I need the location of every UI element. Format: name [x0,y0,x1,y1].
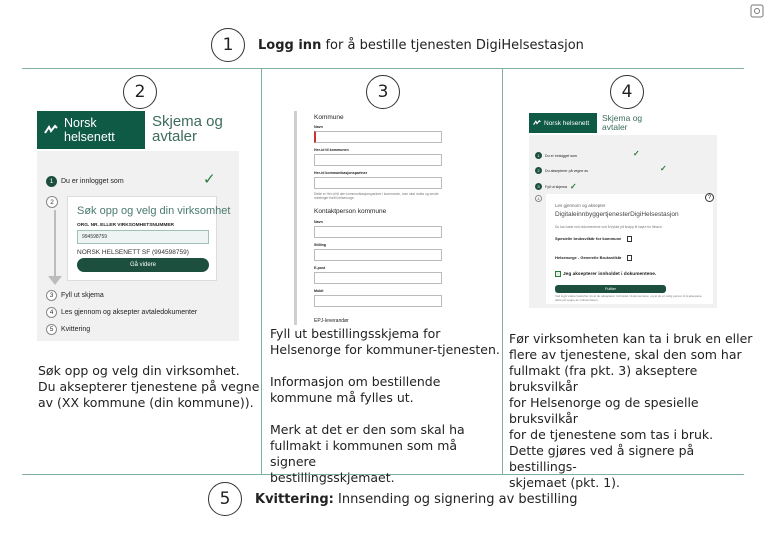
go-next-button[interactable]: Gå videre [77,258,209,272]
step-3-circle: 3 [366,75,400,109]
screenshot-icon[interactable] [750,4,764,18]
desc-line: Søk opp og velg din virksomhet. [38,363,240,378]
check-icon: ✓ [633,149,640,158]
field-label-stilling: Stilling [314,243,326,247]
search-title: Søk opp og velg din virksomhet [77,205,231,217]
step-label: Du er innlogget som [61,178,124,185]
arrow-down-icon [48,276,62,285]
brand-header [37,111,145,149]
accept-label: Jeg aksepterer innholdet i dokumentene. [563,271,657,277]
norsk-helsenett-logo-icon [533,120,541,126]
step-dot: 2 [535,167,542,174]
top-divider [22,68,744,69]
org-number-label: ORG. NR. ELLER VIRKSOMHETSNUMMER [77,223,175,228]
step-dot: 3 [535,183,542,190]
step-5-text [255,492,577,507]
desc-line [270,358,500,374]
field-label-herid: Her-id til kommunen [314,148,349,152]
progress-line [54,210,56,278]
step-label: Les gjennom og aksepter avtaledokumenter [61,309,198,316]
field-mobil[interactable] [314,295,442,307]
wizard-step-1 [46,176,124,187]
step-dot: 4 [535,195,542,202]
field-label-epost: E-post [314,266,326,270]
field-help: Dette er Her-id til den kommunikasjonspartner i kommunen, som skal motta og sende meldinger fra/til helsenorge. [314,192,439,200]
desc-line: Helsenorge for kommuner-tjenesten. [270,342,500,357]
step-1-rest: for å bestille tjenesten DigiHelsestasjon [321,38,584,53]
desc-line: for de tjenestene som tas i bruk. [509,427,714,442]
field-label-epj: EPJ-leverandør [314,318,349,324]
desc-line: Fyll ut bestillingsskjema for [270,326,441,341]
col-divider-1 [261,68,262,474]
download-note: Du kan laste ned dokumentene ved å trykke på knapp til høyre for filnavn. [555,225,663,229]
desc-line: kommune må fylles ut. [270,390,414,405]
wizard-step-2 [46,196,62,208]
step-3-description [270,326,500,485]
wizard-step-1 [535,152,577,159]
field-herid[interactable] [314,154,442,166]
step-dot: 1 [535,152,542,159]
field-label-navn2: Navn [314,220,323,224]
desc-line: Dette gjøres ved å signere på bestillings- [509,443,695,474]
field-epost[interactable] [314,272,442,284]
col-divider-2 [502,68,503,474]
app-title: Skjema og avtaler [152,113,223,145]
step-5-circle: 5 [208,482,242,516]
accept-checkbox[interactable] [555,271,656,277]
desc-line: Du aksepterer tjenestene på vegne [38,379,260,394]
check-icon: ✓ [660,164,667,173]
document-1-label: Spesielle bruksvilkår for kommune [555,236,622,242]
brand-name: Norsk helsenett [544,119,590,127]
wizard-step-4 [535,195,545,202]
step-dot: 4 [46,307,57,318]
wizard-step-3 [46,290,104,301]
org-search-result[interactable]: NORSK HELSENETT SF (994598759) [77,249,189,256]
field-label-navn: Navn [314,125,323,129]
check-icon: ✓ [569,182,577,191]
copy-icon[interactable] [627,255,632,261]
step-label: Du er innlogget som [545,153,578,158]
desc-line: fullmakt (fra pkt. 3) akseptere bruksvilkår [509,363,698,394]
order-form-preview [294,111,492,325]
desc-line: Før virksomheten kan ta i bruk en eller [509,331,753,346]
document-1[interactable] [555,236,632,242]
step-1-text [258,38,584,53]
step-5-rest: Innsending og signering av bestilling [333,492,578,507]
field-label-herid-komm: Her-id kommunikasjonspartner [314,171,368,175]
step-label: Fyll ut skjema [545,184,567,189]
step-dot: 1 [46,176,57,187]
step-label: Kvittering [61,326,91,333]
check-icon: ✓ [203,171,216,188]
brand-header-small [529,113,597,133]
desc-line: for Helsenorge og de spesielle bruksvilkår [509,395,699,426]
form-section-kommune: Kommune [314,114,344,121]
field-stilling[interactable] [314,249,442,261]
desc-line: fullmakt i kommunen som må signere [270,438,458,469]
checkbox-icon[interactable] [555,271,561,277]
field-label-mobil: Mobil [314,289,324,293]
step-label: Du aksepterer på vegne av [545,168,589,173]
step-4-circle: 4 [610,75,644,109]
step-dot: 5 [46,324,57,335]
desc-line: flere av tjenestene, skal den som har [509,347,742,362]
step-1-bold: Logg inn [258,38,322,53]
step-dot: 3 [46,290,57,301]
wizard-step-2 [535,167,588,174]
document-2[interactable] [555,255,632,261]
complete-note: Ved å gå videre bekrefter du at du aksepterer innholdet i dokumentene, og at du er rettig person til å akseptere dette på vegne av virksomheten. [555,294,702,302]
wizard-step-3 [535,182,577,191]
desc-line: skjemaet (pkt. 1). [509,475,621,490]
document-2-label: Helsenorge - Generelle Bruksvilkår [555,255,622,261]
field-navn[interactable] [314,131,442,143]
desc-line: Informasjon om bestillende [270,374,441,389]
help-icon[interactable]: ? [705,193,714,202]
desc-line [270,406,500,422]
step-2-circle: 2 [123,75,157,109]
wizard-step-5 [46,324,90,335]
wizard-step-4 [46,307,197,318]
step-label: Fyll ut skjema [61,292,104,299]
field-herid-komm[interactable] [314,177,442,189]
desc-line: av (XX kommune (din kommune)). [38,395,254,410]
step-1-circle: 1 [211,28,245,62]
brand-name: Norsk helsenett [64,116,115,144]
org-number-input[interactable]: 994598759 [77,230,209,244]
desc-line: bestillingsskjemaet. [270,470,395,485]
accept-heading: Les gjennom og aksepter [555,203,606,208]
service-name: DigitaleinnbyggertjenesterDigiHelsestasjon [555,211,679,218]
desc-line: Merk at det er den som skal ha [270,422,465,437]
step-dot: 2 [46,196,58,208]
complete-button[interactable]: Fullfør [555,285,666,293]
step-5-bold: Kvittering: [255,492,334,507]
app-title-small: Skjema og avtaler [602,113,643,132]
field-navn2[interactable] [314,226,442,238]
step-2-description [38,363,260,411]
step-4-description [509,331,761,491]
copy-icon[interactable] [627,236,632,242]
form-section-kontakt: Kontaktperson kommune [314,208,387,215]
norsk-helsenett-logo-icon [44,125,58,135]
